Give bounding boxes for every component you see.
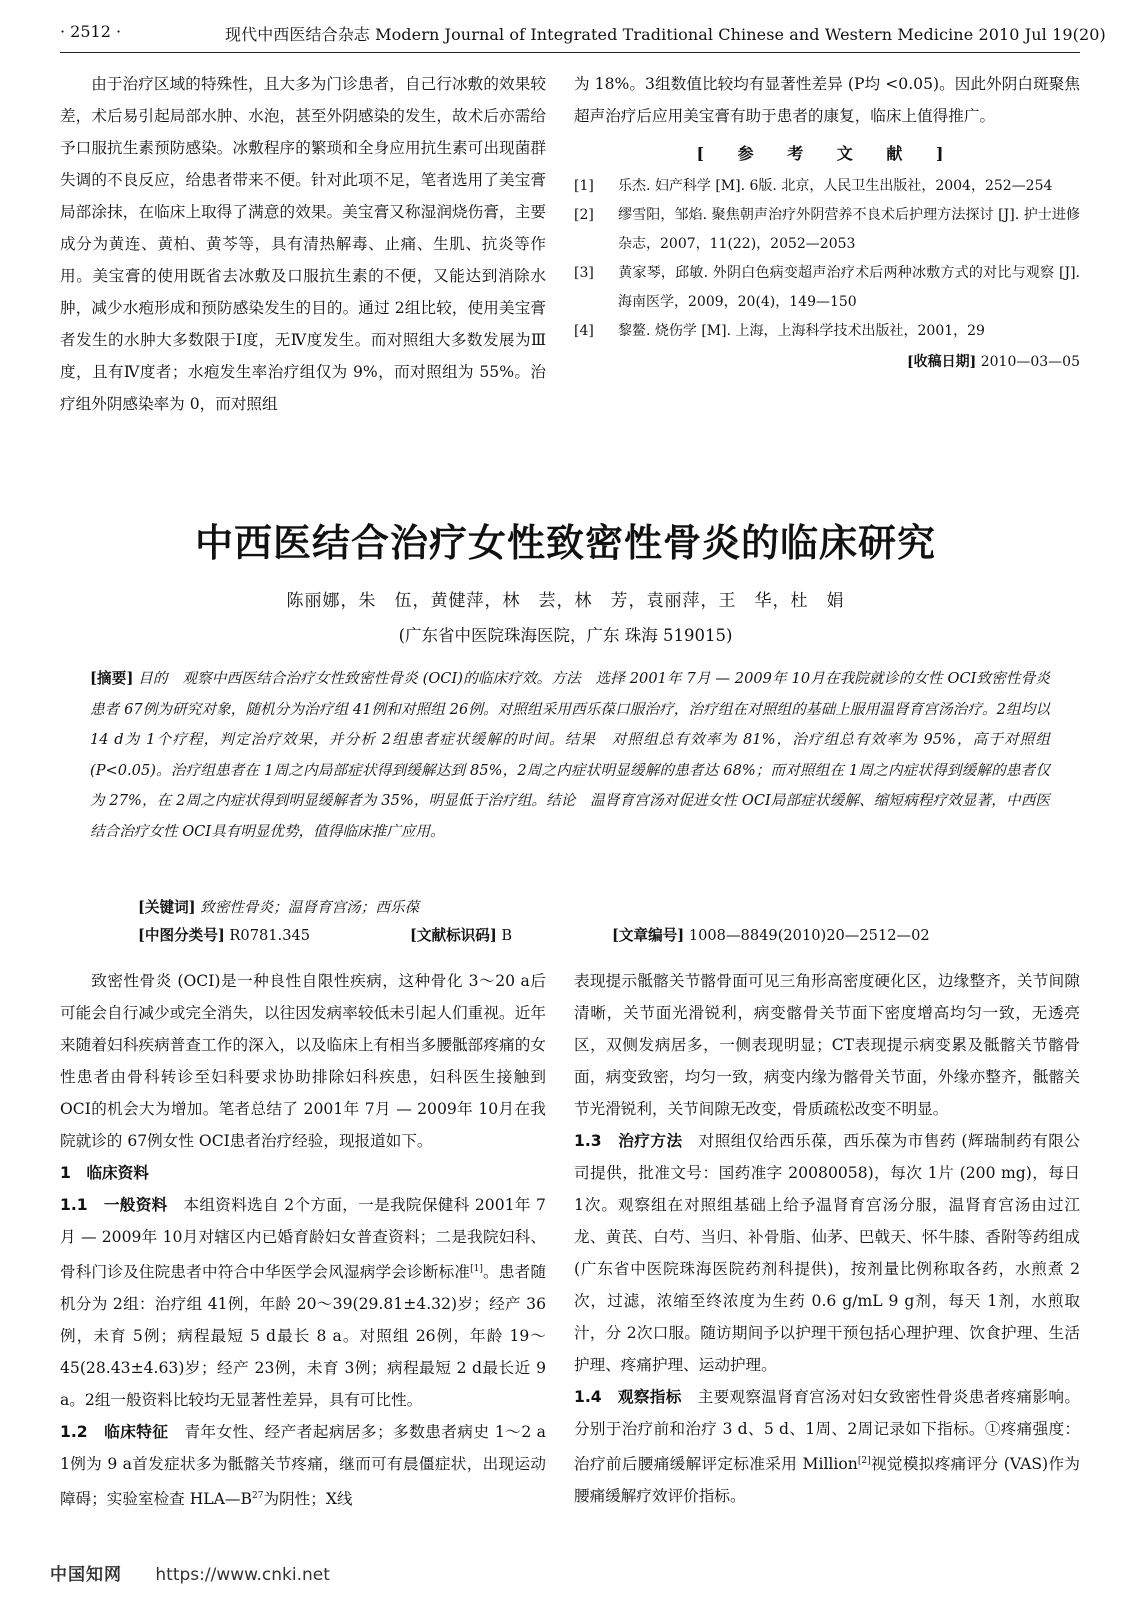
section-1-2-continued: 表现提示骶髂关节髂骨面可见三角形高密度硬化区，边缘整齐，关节间隙清晰，关节面光滑锐利，病变髂骨关节面下密度增高均匀一致，无透亮区，双侧发病居多，一侧表现明显；CT表现提示病变累及骶髂关节髂骨面，病变致密，均匀一致，病变内缘为髂骨关节面，外缘亦整齐，骶髂关节光滑锐利，关节间隙无改变，骨质疏松改变不明显。 [574, 972, 1080, 1118]
article-authors: 陈丽娜，朱 伍，黄健萍，林 芸，林 芳，袁丽萍，王 华，杜 娟 [286, 591, 845, 611]
section-1-3-text: 对照组仅给西乐葆，西乐葆为市售药 (辉瑞制药有限公司提供，批准文号：国药准字 20080058)，每次 1片 (200 mg)，每日 1次。观察组在对照组基础上给予温肾育宫汤分服，温肾育宫汤由过江龙、黄芪、白芍、当归、补骨脂、仙茅、巴戟天、怀牛膝、香附等药组成 (广东省中医院珠海医院药剂科提供)，按剂量比例称取各药，水煎煮 2次，过滤，浓缩至终浓度为生药 0.6 g/mL 9 g剂，每天 1剂，水煎取汁，分 2次口服。随访期间予以护理干预包括心理护理、饮食护理、生活护理、疼痛护理、运动护理。 [574, 1132, 1080, 1374]
references-title: [ 参 考 文 献 ] [696, 144, 958, 163]
reference-text: 缪雪阳，邹焰. 聚焦朝声治疗外阴营养不良术后护理方法探讨 [J]. 护士进修杂志，2007，11(22)，2052—2053 [618, 207, 1080, 252]
section-1-4-number: 1.4 [574, 1388, 602, 1406]
section-heading-1: 1 临床资料 [60, 1164, 149, 1182]
section-1-1-text: 本组资料选自 2个方面，一是我院保健科 2001年 7月 — 2009年 10月对辖区内已婚育龄妇女普查资料；二是我院妇科、骨科门诊及住院患者中符合中华医学会风湿病学会诊断标准 [60, 1196, 546, 1282]
reference-number: [4] [574, 323, 594, 339]
doc-code-value: B [501, 927, 513, 944]
doc-code-label: [文献标识码] [410, 927, 497, 944]
keywords [138, 896, 1038, 917]
section-1-1-title: 一般资料 [103, 1196, 168, 1214]
reference-number: [2] [574, 207, 594, 223]
section-1-4-text: 主要观察温肾育宫汤对妇女致密性骨炎患者疼痛影响。分别于治疗前和治疗 3 d、5 d、1周、2周记录如下指标。①疼痛强度：治疗前后腰痛缓解评定标准采用 Million [574, 1388, 1080, 1474]
reference-number: [1] [574, 178, 594, 194]
intro-paragraph: 致密性骨炎 (OCI)是一种良性自限性疾病，这种骨化 3～20 a后可能会自行减少或完全消失，以往因发病率较低未引起人们重视。近年来随着妇科疾病普查工作的深入，以及临床上有相当多腰骶部疼痛的女性患者由骨科转诊至妇科要求协助排除妇科疾患，妇科医生接触到 OCI的机会大为增加。笔者总结了 2001年 7月 — 2009年 10月在我院就诊的 67例女性 OCI患者治疗经验，现报道如下。 [60, 972, 546, 1150]
received-date: 2010—03—05 [980, 354, 1080, 370]
journal-header: 现代中西医结合杂志 Modern Journal of Integrated Traditional Chinese and Western Medicine 2010 Jul 19(20) [225, 25, 1106, 44]
reference-item [574, 259, 1080, 317]
keywords-label: [关键词] [138, 899, 196, 916]
section-1-4 [574, 1381, 1080, 1512]
clc-label: [中图分类号] [138, 927, 225, 944]
reference-text: 乐杰. 妇产科学 [M]. 6版. 北京，人民卫生出版社，2004，252—254 [618, 178, 1053, 194]
hla-superscript: 27 [251, 1491, 264, 1502]
reference-item [574, 317, 1080, 346]
abstract-label: [摘要] [90, 670, 134, 687]
section-1-3-title: 治疗方法 [618, 1132, 683, 1150]
received-label: [收稿日期] [907, 354, 977, 370]
body-left-column [60, 965, 546, 1515]
section-1-1-text-cont: 。患者随机分为 2组：治疗组 41例，年龄 20～39(29.81±4.32)岁；经产 36例，未育 5例；病程最短 5 d最长 8 a。对照组 26例，年龄 19～45(28.43±4.63)岁；经产 23例，未育 3例；病程最短 2 d最长近 9 a。2组一般资料比较均无显著性差异，具有可比性。 [60, 1263, 546, 1410]
section-1-2-title: 临床特征 [104, 1423, 169, 1442]
received-date-line [574, 346, 1080, 378]
reference-item [574, 201, 1080, 259]
abstract [90, 664, 1050, 847]
article-affiliation: (广东省中医院珠海医院，广东 珠海 519015) [398, 626, 733, 645]
page-number: · 2512 · [60, 22, 122, 41]
prev-article-paragraph: 由于治疗区域的特殊性，且大多为门诊患者，自己行冰敷的效果较差，术后易引起局部水肿、水泡，甚至外阴感染的发生，故术后亦需给予口服抗生素预防感染。冰敷程序的繁琐和全身应用抗生素可出现菌群失调的不良反应，给患者带来不便。针对此项不足，笔者选用了美宝膏局部涂抹，在临床上取得了满意的效果。美宝膏又称湿润烧伤膏，主要成分为黄连、黄柏、黄芩等，具有清热解毒、止痛、生肌、抗炎等作用。美宝膏的使用既省去冰敷及口服抗生素的不便，又能达到消除水肿，减少水疱形成和预防感染发生的目的。通过 2组比较，使用美宝膏者发生的水肿大多数限于Ⅰ度，无Ⅳ度发生。而对照组大多数发展为Ⅲ度，且有Ⅳ度者；水疱发生率治疗组仅为 9%，而对照组为 55%。治疗组外阴感染率为 0，而对照组 [60, 75, 546, 413]
section-1-2-text: 青年女性、经产者起病居多；多数患者病史 1～2 a 1例为 9 a首发症状多为骶髂关节疼痛，继而可有晨僵症状，出现运动障碍；实验室检查 HLA—B [60, 1423, 546, 1509]
article-number-label: [文章编号] [612, 927, 685, 944]
citation-2: [2] [857, 1456, 871, 1466]
reference-text: 黎鳌. 烧伤学 [M]. 上海，上海科学技术出版社，2001，29 [618, 323, 985, 339]
running-header [60, 22, 1106, 48]
abstract-text: 目的 观察中西医结合治疗女性致密性骨炎 (OCI)的临床疗效。方法 选择 2001年 7月 — 2009年 10月在我院就诊的女性 OCI致密性骨炎患者 67例为研究对象，随机分为治疗组 41例和对照组 26例。对照组采用西乐葆口服治疗，治疗组在对照组的基础上服用温肾育宫汤治疗。2组均以 14 d为 1个疗程，判定治疗效果，并分析 2组患者症状缓解的时间。结果 对照组总有效率为 81%，治疗组总有效率为 95%，高于对照组 (P<0.05)。治疗组患者在 1周之内局部症状得到缓解达到 85%，2周之内症状明显缓解的患者达 68%；而对照组在 1周之内症状得到缓解的患者仅为 27%，在 2周之内症状得到明显缓解者为 35%，明显低于治疗组。结论 温肾育宫汤对促进女性 OCI局部症状缓解、缩短病程疗效显著，中西医结合治疗女性 OCI具有明显优势，值得临床推广应用。 [90, 670, 1051, 840]
section-1-2 [60, 1416, 546, 1515]
section-1-3-number: 1.3 [574, 1132, 602, 1150]
cnki-watermark [50, 1560, 330, 1585]
article-number-value: 1008—8849(2010)20—2512—02 [688, 927, 930, 944]
section-1-1-number: 1.1 [60, 1196, 88, 1214]
section-1-1 [60, 1189, 546, 1416]
cnki-url[interactable]: https://www.cnki.net [155, 1565, 330, 1585]
references-list [574, 172, 1080, 346]
clc-number [138, 924, 310, 945]
keywords-text: 致密性骨炎；温肾育宫汤；西乐葆 [200, 899, 420, 916]
document-code [410, 924, 512, 945]
reference-item [574, 172, 1080, 201]
prev-article-paragraph-cont: 为 18%。3组数值比较均有显著性差异 (P均 <0.05)。因此外阴白斑聚焦超声治疗后应用美宝膏有助于患者的康复，临床上值得推广。 [574, 75, 1080, 125]
section-1-4-title: 观察指标 [617, 1388, 682, 1406]
citation-1: [1] [470, 1264, 483, 1274]
header-rule [60, 52, 1080, 53]
article-number [612, 924, 930, 945]
reference-text: 黄家琴，邱敏. 外阴白色病变超声治疗术后两种冰敷方式的对比与观察 [J]. 海南医学，2009，20(4)，149—150 [618, 265, 1080, 310]
prev-article-left-column [60, 68, 546, 420]
section-1-2-number: 1.2 [60, 1423, 88, 1442]
clc-value: R0781.345 [229, 927, 311, 944]
cnki-logo: 中国知网 [50, 1565, 122, 1585]
article-title: 中西医结合治疗女性致密性骨炎的临床研究 [194, 521, 936, 565]
reference-number: [3] [574, 265, 594, 281]
body-right-column [574, 965, 1080, 1512]
section-1-2-text-cont: 为阴性；X线 [263, 1490, 353, 1509]
section-1-3 [574, 1125, 1080, 1381]
prev-article-right-column [574, 68, 1080, 378]
section-1-4-text-cont: 视觉模拟疼痛评分 (VAS)作为腰痛缓解疗效评价指标。 [574, 1455, 1080, 1506]
